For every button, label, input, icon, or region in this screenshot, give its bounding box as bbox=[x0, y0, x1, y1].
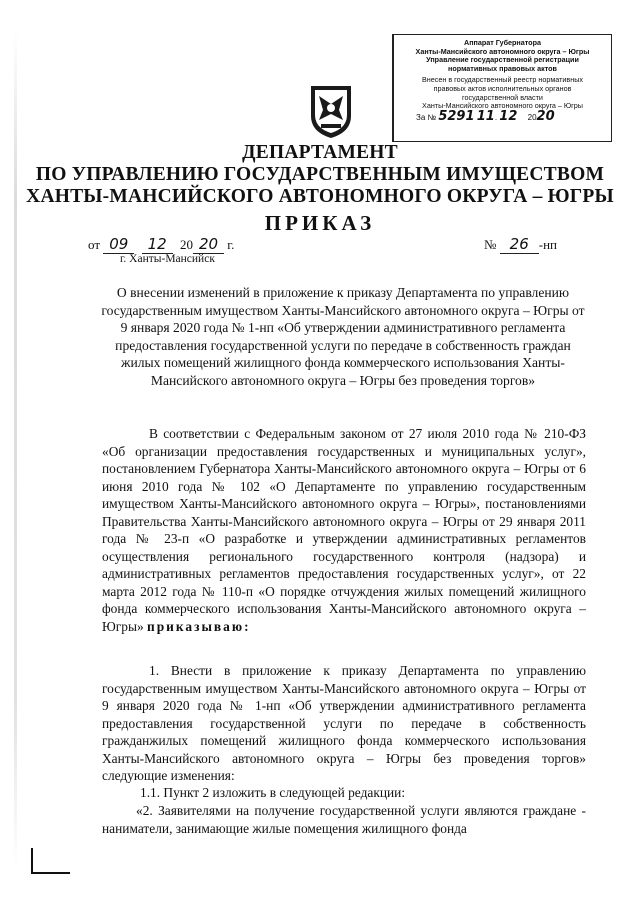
stamp-reg-month: 12 bbox=[499, 108, 518, 124]
stamp-line: Ханты-Мансийского автономного округа – Югры bbox=[422, 101, 583, 111]
department-title-line3: ХАНТЫ-МАНСИЙСКОГО АВТОНОМНОГО ОКРУГА – ЮГРЫ bbox=[26, 186, 614, 207]
order-number: № 26 -нп bbox=[484, 235, 557, 253]
coat-of-arms-icon bbox=[305, 82, 357, 140]
document-type: ПРИКАЗ bbox=[264, 211, 376, 235]
order-word: приказываю: bbox=[147, 618, 251, 634]
order-year: 20 bbox=[193, 235, 224, 254]
order-item-1-1: 1.1. Пункт 2 изложить в следующей редакции: bbox=[140, 785, 406, 800]
order-day: 09 bbox=[103, 235, 134, 254]
scan-corner-mark bbox=[32, 872, 70, 874]
order-place: г. Ханты-Мансийск bbox=[120, 253, 215, 265]
order-month: 12 bbox=[142, 235, 173, 254]
stamp-line: нормативных правовых актов bbox=[448, 63, 557, 73]
order-preamble: В соответствии с Федеральным законом от 27 июля 2010 года № 210-ФЗ «Об организации предоставления государственных и муниципальных услуг», постановлением Губернатора Ханты-Мансийского автономного округа – Югры от 6 июня 2010 года № 102 «О Департаменте по управлению государственным имуществом Ханты-Мансийского автономного округа – Югры», постановлениями Правительства Ханты-Мансийского автономного округа – Югры от 29 января 2011 года № 23-п «О разработке и утверждении административных регламентов осуществления регионального государственного контроля (надзора) и административных регламентов предоставления государственных услуг», от 22 марта 2012 года № 110-п «О порядке отчуждения жилых помещений жилищного фонда коммерческого использования Ханты-Мансийского автономного округа – Югры» приказываю: bbox=[102, 426, 586, 634]
stamp-line: Управление государственной регистрации bbox=[426, 55, 579, 65]
order-item-2: «2. Заявителями на получение государственной услуги являются граждане - наниматели, занимающие жилые помещения жилищного фонда bbox=[102, 803, 586, 836]
order-number-value: 26 bbox=[500, 235, 539, 254]
scan-corner-mark bbox=[31, 848, 33, 874]
stamp-line: Ханты-Мансийского автономного округа – Югры bbox=[415, 46, 590, 56]
stamp-line: государственной власти bbox=[462, 92, 543, 102]
stamp-line: Аппарат Губернатора bbox=[464, 38, 541, 47]
order-subject: О внесении изменений в приложение к приказу Департамента по управлению государственным имуществом Ханты-Мансийского автономного округа – Югры от 9 января 2020 года № 1-нп «Об утверждении административного регламента предоставления государственной услуги по передаче в собственность граждан жилых помещений жилищного фонда коммерческого использования Ханты-Мансийского автономного округа – Югры без проведения торгов» bbox=[101, 285, 585, 388]
department-title-line2: ПО УПРАВЛЕНИЮ ГОСУДАРСТВЕННЫМ ИМУЩЕСТВОМ bbox=[35, 164, 605, 185]
stamp-reg-number: 5291 bbox=[438, 108, 475, 124]
stamp-reg-day: 11 bbox=[476, 108, 495, 124]
order-item-1: 1. Внести в приложение к приказу Департамента по управлению государственным имуществом Ханты-Мансийского автономного округа – Югры от 9 января 2020 года № 1-нп «Об утверждении административного регламента предоставления государственной услуги по передаче в собственность гражданжилых помещений жилищного фонда коммерческого использования Ханты-Мансийского автономного округа – Югры без проведения торгов» следующие изменения: bbox=[102, 663, 586, 783]
stamp-reg-year: 20 bbox=[536, 108, 555, 124]
stamp-line: правовых актов исполнительных органов bbox=[433, 83, 572, 93]
department-title-line1: ДЕПАРТАМЕНТ bbox=[242, 142, 398, 163]
stamp-line: Внесен в государственный реестр нормативных bbox=[422, 75, 583, 85]
order-date: от 09 12 20 20 г. bbox=[88, 235, 235, 253]
registration-stamp bbox=[392, 34, 612, 142]
stamp-registration-number: За № 5291 11. 12 2020 bbox=[416, 108, 555, 124]
